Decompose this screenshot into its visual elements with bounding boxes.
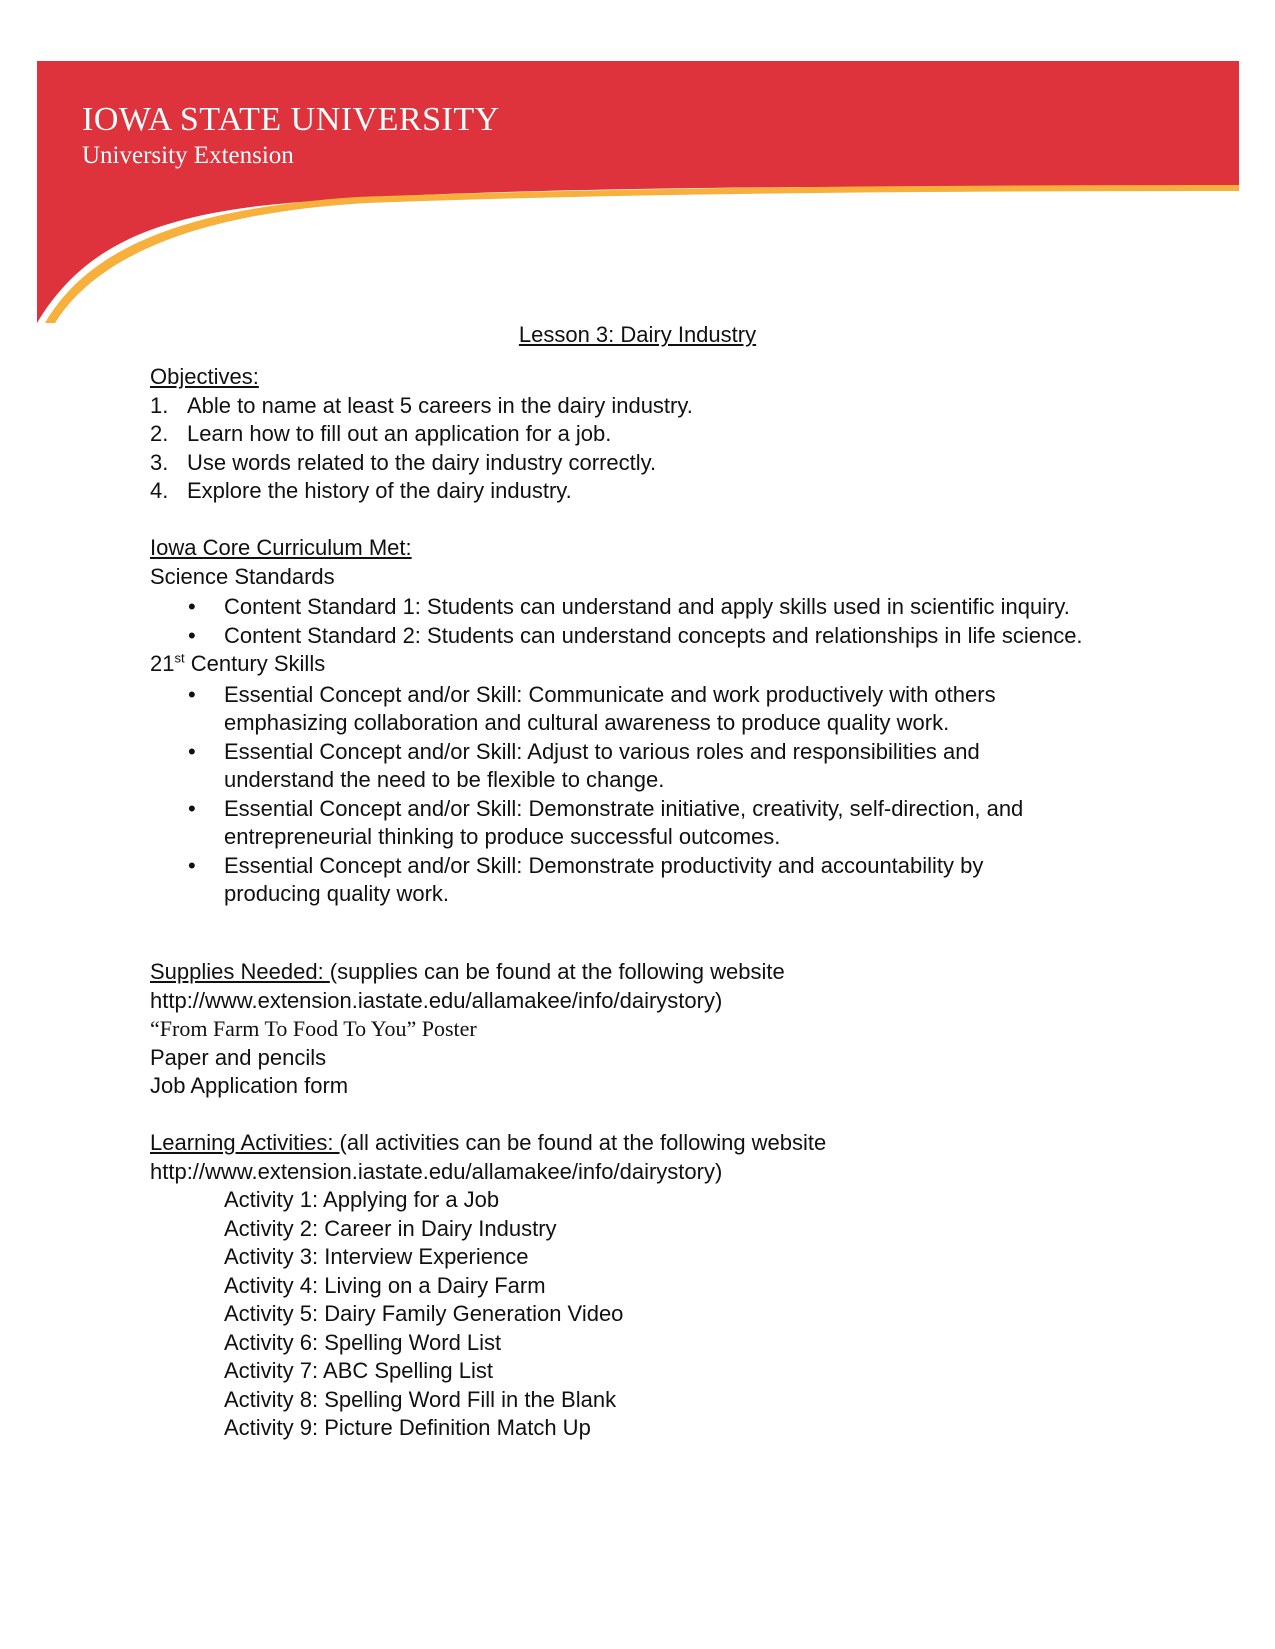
list-item: Activity 6: Spelling Word List xyxy=(224,1329,502,1355)
list-item: Activity 7: ABC Spelling List xyxy=(224,1358,494,1383)
university-logo-wordmark: IOWA STATE UNIVERSITY xyxy=(82,101,500,138)
list-item: 2. Learn how to fill out an application for a job. xyxy=(150,421,612,446)
curriculum-section xyxy=(150,534,1150,909)
list-item: Activity 9: Picture Definition Match Up xyxy=(224,1415,591,1440)
supplies-heading: Supplies Needed: xyxy=(150,959,330,984)
list-item: 4. Explore the history of the dairy industry. xyxy=(150,478,572,503)
list-item: Activity 8: Spelling Word Fill in the Blank xyxy=(224,1386,617,1412)
department-name: University Extension xyxy=(82,142,294,169)
objectives-section xyxy=(150,363,1150,506)
list-item: “From Farm To Food To You” Poster xyxy=(150,1016,477,1041)
list-item: • Essential Concept and/or Skill: Demonstrate productivity and accountability by producing quality work. xyxy=(188,852,984,906)
list-item: • Essential Concept and/or Skill: Adjust to various roles and responsibilities and understand the need to be flexible to change. xyxy=(188,738,980,792)
header-banner xyxy=(37,61,1239,323)
science-standards-list xyxy=(150,593,1150,650)
list-item: Activity 2: Career in Dairy Industry xyxy=(224,1215,557,1241)
list-item: 3. Use words related to the dairy industry correctly. xyxy=(150,449,657,475)
list-item: Paper and pencils xyxy=(150,1044,327,1070)
supplies-intro-line: Supplies Needed: (supplies can be found at the following website xyxy=(150,959,785,984)
curriculum-heading: Iowa Core Curriculum Met: xyxy=(150,535,412,560)
supplies-url: http://www.extension.iastate.edu/allamakee/info/dairystory) xyxy=(150,987,723,1013)
objectives-heading: Objectives: xyxy=(150,364,259,389)
lesson-title: Lesson 3: Dairy Industry xyxy=(518,322,757,347)
list-item: • Essential Concept and/or Skill: Demonstrate initiative, creativity, self-direction, and entrepreneurial thinking to produce successful outcomes. xyxy=(188,795,1024,849)
list-item: Activity 1: Applying for a Job xyxy=(224,1187,500,1212)
list-item: Activity 4: Living on a Dairy Farm xyxy=(224,1272,546,1298)
list-item: Activity 5: Dairy Family Generation Video xyxy=(224,1301,624,1326)
century-skills-list xyxy=(150,681,1150,909)
list-item: • Essential Concept and/or Skill: Communicate and work productively with others emphasizing collaboration and cultural awareness to produce quality work. xyxy=(188,681,996,735)
activities-url: http://www.extension.iastate.edu/allamakee/info/dairystory) xyxy=(150,1158,723,1184)
list-item: 1. Able to name at least 5 careers in the dairy industry. xyxy=(150,392,693,418)
objectives-list xyxy=(150,392,1150,506)
activities-section xyxy=(150,1129,1150,1443)
science-standards-label: Science Standards xyxy=(150,563,335,589)
list-item: • Content Standard 1: Students can understand and apply skills used in scientific inquiry. xyxy=(188,594,1070,619)
list-item: Job Application form xyxy=(150,1073,349,1098)
list-item: Activity 3: Interview Experience xyxy=(224,1244,529,1269)
activities-heading: Learning Activities: xyxy=(150,1130,340,1155)
century-skills-label: 21st Century Skills xyxy=(150,650,326,676)
activities-intro-line: Learning Activities: (all activities can be found at the following website xyxy=(150,1130,827,1155)
list-item: • Content Standard 2: Students can understand concepts and relationships in life science. xyxy=(188,622,1083,648)
supplies-section xyxy=(150,958,1150,1101)
